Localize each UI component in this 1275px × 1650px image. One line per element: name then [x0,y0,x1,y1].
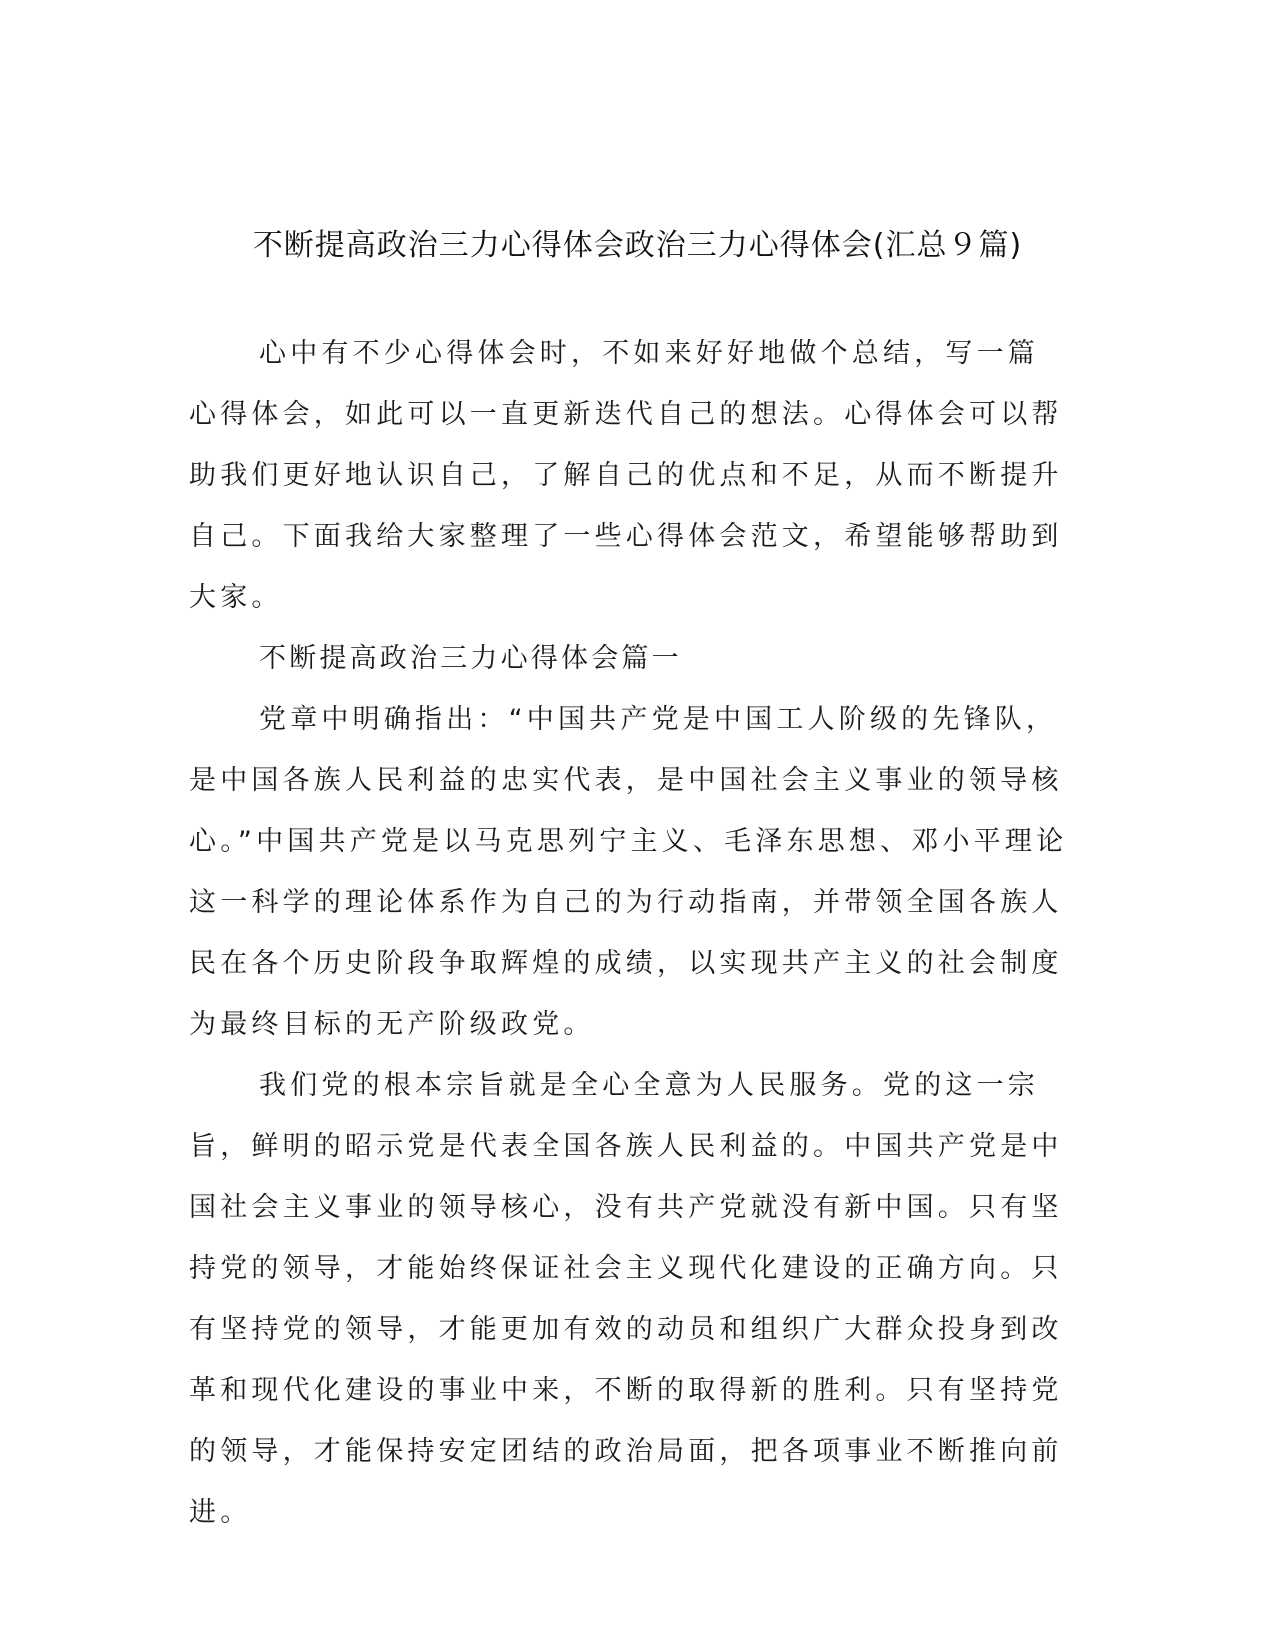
intro-paragraph: 心中有不少心得体会时，不如来好好地做个总结，写一篇心得体会，如此可以一直更新迭代自己的想法。心得体会可以帮助我们更好地认识自己，了解自己的优点和不足，从而不断提升自己。下面我给大家整理了一些心得体会范文，希望能够帮助到大家。 [189,338,1063,613]
document-title: 不断提高政治三力心得体会政治三力心得体会(汇总９篇) [252,228,1023,264]
section-heading: 不断提高政治三力心得体会篇一 [259,643,682,674]
body-paragraph: 党章中明确指出：“中国共产党是中国工人阶级的先锋队，是中国各族人民利益的忠实代表，是中国社会主义事业的领导核心。”中国共产党是以马克思列宁主义、毛泽东思想、邓小平理论这一科学的理论体系作为自己的为行动指南，并带领全国各族人民在各个历史阶段争取辉煌的成绩，以实现共产主义的社会制度为最终目标的无产阶级政党。 [189,704,1068,1040]
body-paragraph: 我们党的根本宗旨就是全心全意为人民服务。党的这一宗旨，鲜明的昭示党是代表全国各族人民利益的。中国共产党是中国社会主义事业的领导核心，没有共产党就没有新中国。只有坚持党的领导，才能始终保证社会主义现代化建设的正确方向。只有坚持党的领导，才能更加有效的动员和组织广大群众投身到改革和现代化建设的事业中来，不断的取得新的胜利。只有坚持党的领导，才能保持安定团结的政治局面，把各项事业不断推向前进。 [189,1070,1063,1528]
document-body [189,323,1069,1543]
